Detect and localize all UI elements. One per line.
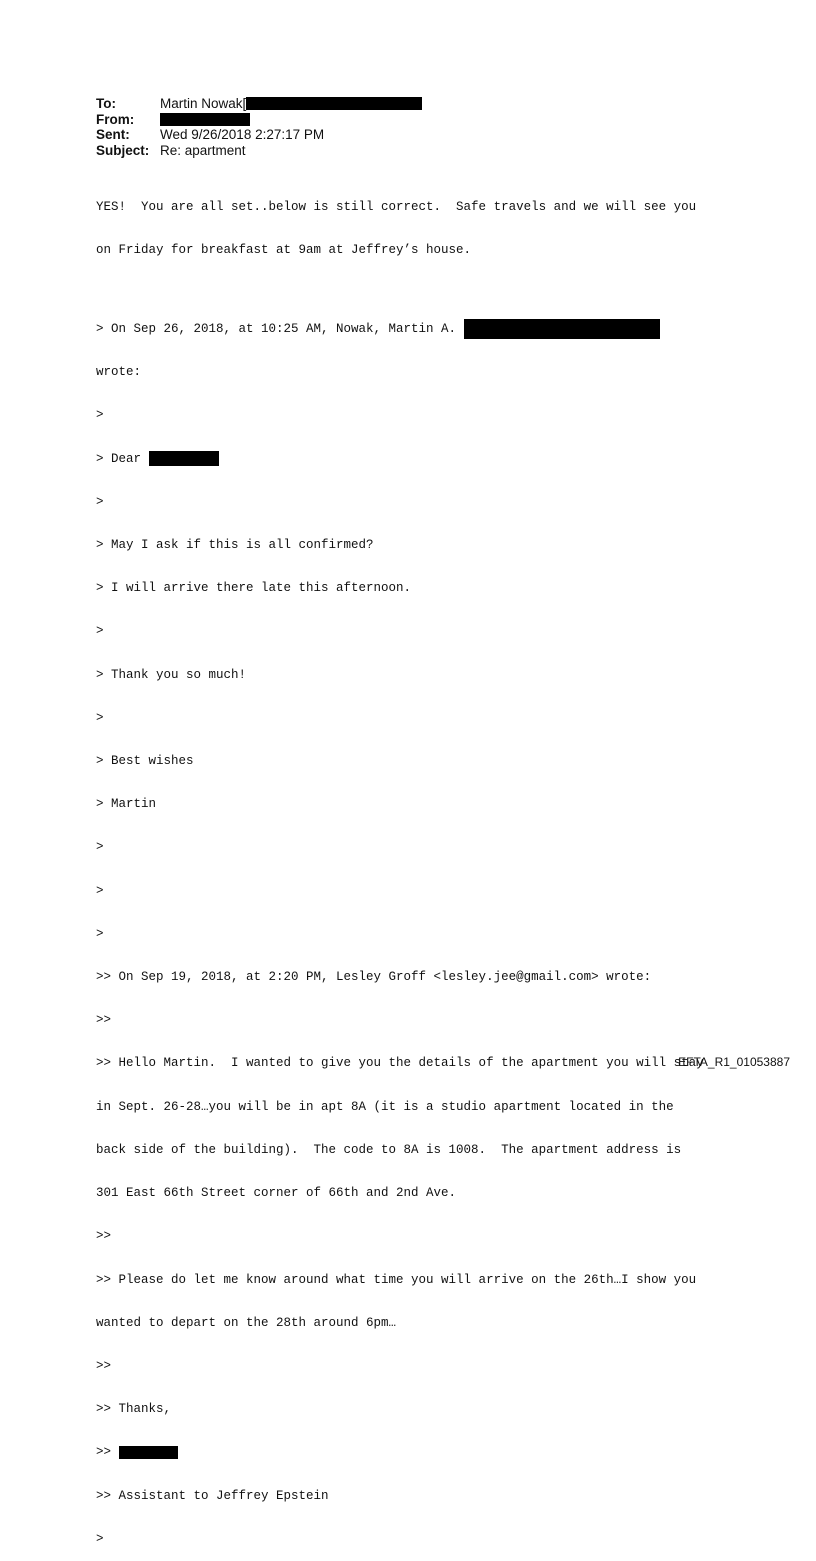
body-line: > [96,1531,104,1546]
body-line: on Friday for breakfast at 9am at Jeffrey’s house. [96,243,472,258]
body-line: wanted to depart on the 28th around 6pm… [96,1315,397,1330]
from-label: From: [96,111,135,127]
body-line: wrote: [96,365,142,380]
redaction-bar [160,113,250,126]
redaction-bar [149,451,219,466]
to-value: Martin Nowak[ [160,96,247,111]
sent-value: Wed 9/26/2018 2:27:17 PM [160,127,325,142]
body-line: > [96,408,104,423]
email-header [96,96,422,158]
subject-label: Subject: [96,142,150,158]
body-line: > [96,883,104,898]
email-body [96,171,736,1561]
from-row [96,112,422,128]
body-line: >> [96,1358,112,1373]
redaction-bar [119,1446,178,1459]
body-line: >> Please do let me know around what time you will arrive on the 26th…I show you [96,1272,697,1287]
body-line: > [96,840,104,855]
subject-value: Re: apartment [160,142,246,158]
body-line: > Martin [96,797,157,812]
subject-row [96,143,422,159]
redaction-bar [464,319,660,339]
body-line: >> [96,1013,112,1028]
body-line: > May I ask if this is all confirmed? [96,538,374,553]
sent-label: Sent: [96,127,130,142]
body-line: > I will arrive there late this afternoon. [96,581,412,596]
body-line: YES! You are all set..below is still correct. Safe travels and we will see you [96,199,697,214]
body-line: in Sept. 26-28…you will be in apt 8A (it is a studio apartment located in the [96,1099,674,1114]
body-line: >> Hello Martin. I wanted to give you the details of the apartment you will stay [96,1056,704,1071]
body-line: > [96,494,104,509]
salutation: > Dear [96,451,149,466]
body-line: >> On Sep 19, 2018, at 2:20 PM, Lesley Groff <lesley.jee@gmail.com> wrote: [96,970,652,985]
body-line: > [96,624,104,639]
body-line: > [96,710,104,725]
body-line: 301 East 66th Street corner of 66th and 2nd Ave. [96,1186,457,1201]
body-line: back side of the building). The code to 8A is 1008. The apartment address is [96,1142,682,1157]
quote-attribution: > On Sep 26, 2018, at 10:25 AM, Nowak, Martin A. [96,322,464,337]
body-line: > Best wishes [96,754,194,769]
body-line [96,322,736,336]
body-line [96,1445,736,1459]
body-line: >> [96,1229,112,1244]
document-id: EFTA_R1_01053887 [678,1055,790,1069]
body-line: > Thank you so much! [96,667,247,682]
body-line: > [96,926,104,941]
body-line: >> Assistant to Jeffrey Epstein [96,1488,329,1503]
to-label: To: [96,96,116,111]
body-line [96,452,736,466]
redaction-bar [246,97,422,110]
sent-row [96,127,422,143]
body-line: >> Thanks, [96,1402,172,1417]
to-row [96,96,422,112]
signature-prefix: >> [96,1445,119,1460]
